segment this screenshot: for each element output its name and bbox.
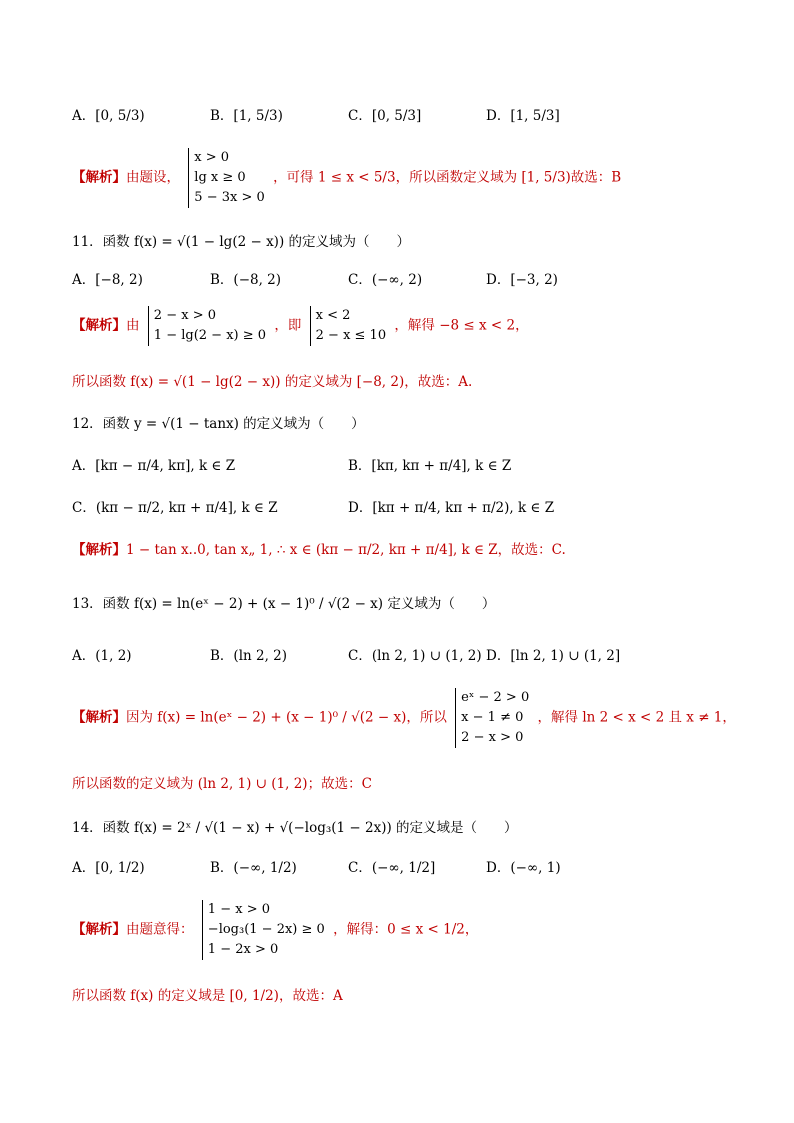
- q14-option-d: D．(−∞, 1): [486, 860, 561, 876]
- q11-option-a: A．[−8, 2): [72, 272, 143, 288]
- q14-option-c: C．(−∞, 1/2]: [348, 860, 436, 876]
- q14-analysis: 【解析】由题意得： 1 − x > 0 −log₃(1 − 2x) ≥ 0 1 − 2x > 0 ，解得：0 ≤ x < 1/2，: [72, 900, 478, 960]
- q10-option-d: D．[1, 5/3]: [486, 108, 560, 124]
- inequality-system: eˣ − 2 > 0 x − 1 ≠ 0 2 − x > 0: [455, 688, 529, 748]
- q11-option-b: B．(−8, 2): [210, 272, 282, 288]
- q12-option-c: C．(kπ − π/2, kπ + π/4], k ∈ Z: [72, 500, 278, 516]
- q11-option-c: C．(−∞, 2): [348, 272, 423, 288]
- q11-option-d: D．[−3, 2): [486, 272, 558, 288]
- q11-stem: 11．函数 f(x) = √(1 − lg(2 − x)) 的定义域为（ ）: [72, 234, 411, 250]
- q14-stem: 14．函数 f(x) = 2ˣ / √(1 − x) + √(−log₃(1 − 2x)) 的定义域是（ ）: [72, 820, 518, 836]
- inequality-system: 1 − x > 0 −log₃(1 − 2x) ≥ 0 1 − 2x > 0: [202, 900, 325, 960]
- q10-option-a: A．[0, 5/3): [72, 108, 145, 124]
- analysis-tag: 【解析】: [72, 542, 126, 558]
- q13-conclusion: 所以函数的定义域为 (ln 2, 1) ∪ (1, 2)；故选：C: [72, 776, 372, 792]
- q10-analysis: 【解析】由题设， x > 0 lg x ≥ 0 5 − 3x > 0 ，可得 1 ≤ x < 5/3，所以函数定义域为 [1, 5/3)故选：B: [72, 148, 621, 208]
- q14-conclusion: 所以函数 f(x) 的定义域是 [0, 1/2)，故选：A: [72, 988, 343, 1004]
- q12-option-b: B．[kπ, kπ + π/4], k ∈ Z: [348, 458, 512, 474]
- analysis-tag: 【解析】: [72, 317, 126, 334]
- inequality-system-2: x < 2 2 − x ≤ 10: [310, 306, 386, 346]
- analysis-tag: 【解析】: [72, 169, 126, 186]
- q11-conclusion: 所以函数 f(x) = √(1 − lg(2 − x)) 的定义域为 [−8, 2)，故选：A.: [72, 374, 473, 390]
- analysis-tag: 【解析】: [72, 921, 126, 938]
- q12-stem: 12．函数 y = √(1 − tanx) 的定义域为（ ）: [72, 416, 365, 432]
- q10-option-c: C．[0, 5/3]: [348, 108, 422, 124]
- q13-stem: 13．函数 f(x) = ln(eˣ − 2) + (x − 1)⁰ / √(2 − x) 定义域为（ ）: [72, 596, 496, 612]
- inequality-system: x > 0 lg x ≥ 0 5 − 3x > 0: [188, 148, 264, 208]
- q13-option-c: C．(ln 2, 1) ∪ (1, 2): [348, 648, 482, 664]
- q12-analysis: 【解析】1 − tan x..0, tan x„ 1, ∴ x ∈ (kπ − π/2, kπ + π/4], k ∈ Z，故选：C.: [72, 542, 566, 558]
- q13-analysis: 【解析】因为 f(x) = ln(eˣ − 2) + (x − 1)⁰ / √(2 − x)，所以 eˣ − 2 > 0 x − 1 ≠ 0 2 − x > 0 ，解得 ln 2 < x < 2 且 x ≠ 1，: [72, 688, 736, 748]
- q11-analysis: 【解析】由 2 − x > 0 1 − lg(2 − x) ≥ 0 ，即 x < 2 2 − x ≤ 10 ，解得 −8 ≤ x < 2，: [72, 306, 529, 346]
- q13-option-d: D．[ln 2, 1) ∪ (1, 2]: [486, 648, 621, 664]
- analysis-tag: 【解析】: [72, 709, 126, 726]
- q10-option-b: B．[1, 5/3): [210, 108, 283, 124]
- q12-option-d: D．[kπ + π/4, kπ + π/2), k ∈ Z: [348, 500, 555, 516]
- q14-option-a: A．[0, 1/2): [72, 860, 145, 876]
- inequality-system: 2 − x > 0 1 − lg(2 − x) ≥ 0: [148, 306, 266, 346]
- q13-option-b: B．(ln 2, 2): [210, 648, 288, 664]
- q12-option-a: A．[kπ − π/4, kπ], k ∈ Z: [72, 458, 236, 474]
- q14-option-b: B．(−∞, 1/2): [210, 860, 297, 876]
- q13-option-a: A．(1, 2): [72, 648, 132, 664]
